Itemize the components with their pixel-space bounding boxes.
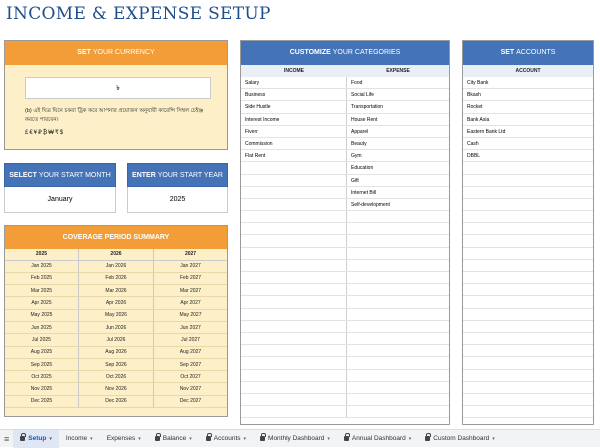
income-category-cell[interactable]: [241, 248, 347, 259]
coverage-cell[interactable]: Aug 2026: [78, 346, 153, 358]
category-row: [241, 382, 449, 394]
income-category-cell[interactable]: [241, 235, 347, 246]
income-category-cell[interactable]: Salary: [241, 77, 347, 88]
page-title: INCOME & EXPENSE SETUP: [6, 4, 271, 24]
currency-symbols: £€¥₽₿₩₹$: [25, 130, 65, 136]
income-category-cell[interactable]: [241, 394, 347, 405]
categories-header: [241, 41, 449, 65]
start-year-header: [127, 163, 228, 187]
lock-icon: [260, 436, 265, 441]
coverage-cell[interactable]: Sep 2027: [154, 358, 227, 370]
expense-category-cell[interactable]: [347, 406, 351, 417]
categories-subheader: [241, 65, 449, 77]
coverage-cell[interactable]: Aug 2027: [154, 346, 227, 358]
coverage-cell[interactable]: Jul 2026: [78, 334, 153, 346]
category-row: [241, 333, 449, 345]
category-row: [241, 284, 449, 296]
sheet-tab-setup[interactable]: [13, 430, 59, 448]
coverage-cell[interactable]: Nov 2025: [5, 383, 78, 395]
income-category-cell[interactable]: [241, 223, 347, 234]
categories-header-rest: YOUR CATEGORIES: [332, 49, 401, 56]
category-row: [241, 345, 449, 357]
coverage-row: [5, 285, 227, 297]
coverage-cell[interactable]: Apr 2027: [154, 297, 227, 309]
account-cell[interactable]: Bank Asia: [463, 114, 593, 126]
account-cell[interactable]: City Bank: [463, 77, 593, 89]
coverage-cell[interactable]: Aug 2025: [5, 346, 78, 358]
expense-category-cell[interactable]: [347, 357, 351, 368]
coverage-cell[interactable]: Oct 2025: [5, 371, 78, 383]
chevron-down-icon[interactable]: ▾: [327, 435, 330, 442]
income-category-cell[interactable]: [241, 187, 347, 198]
category-row: [241, 394, 449, 406]
start-month-header-rest: YOUR START MONTH: [38, 172, 111, 179]
accounts-subheader: [463, 65, 593, 77]
expense-category-cell[interactable]: [347, 284, 351, 295]
expense-category-cell[interactable]: Transportation: [351, 104, 384, 111]
income-category-cell[interactable]: [241, 345, 347, 356]
expense-category-cell[interactable]: [347, 296, 351, 307]
sheet-tab-balance[interactable]: [148, 430, 199, 448]
coverage-panel: [4, 225, 228, 417]
account-cell[interactable]: [463, 357, 593, 369]
account-cell[interactable]: [463, 345, 593, 357]
coverage-column-header: 2026: [78, 249, 153, 260]
income-category-cell[interactable]: [241, 406, 347, 417]
coverage-cell[interactable]: Oct 2027: [154, 371, 227, 383]
income-category-cell[interactable]: [241, 199, 347, 210]
chevron-down-icon[interactable]: ▾: [189, 435, 192, 442]
coverage-cell[interactable]: Feb 2025: [5, 272, 78, 284]
category-row: [241, 248, 449, 260]
category-row: [241, 260, 449, 272]
sheet-tab-expenses[interactable]: [100, 430, 148, 448]
category-row: [241, 370, 449, 382]
expense-category-cell[interactable]: Beauty: [351, 140, 367, 147]
category-row: [241, 296, 449, 308]
category-row: [241, 138, 449, 150]
chevron-down-icon[interactable]: ▾: [49, 435, 52, 442]
expense-category-cell[interactable]: Gym: [351, 153, 362, 160]
coverage-column-header: 2027: [154, 249, 227, 260]
expense-category-cell[interactable]: Social Life: [351, 92, 375, 99]
expense-category-cell[interactable]: [347, 211, 351, 222]
coverage-row: [5, 272, 227, 284]
category-row: [241, 126, 449, 138]
sheet-tab-annual-dashboard[interactable]: [337, 430, 418, 448]
category-row: [241, 150, 449, 162]
account-cell[interactable]: Eastern Bank Ltd: [463, 126, 593, 138]
start-year-panel: [127, 163, 228, 213]
lock-icon: [155, 436, 160, 441]
start-month-header-bold: SELECT: [9, 172, 37, 179]
accounts-header-bold: SET: [500, 49, 515, 56]
coverage-row: [5, 334, 227, 346]
sheet-tab-label: Expenses: [106, 435, 136, 442]
account-cell[interactable]: [463, 187, 593, 199]
accounts-header-rest: ACCOUNTS: [516, 49, 556, 56]
coverage-row: [5, 297, 227, 309]
coverage-row: [5, 383, 227, 395]
account-cell[interactable]: [463, 272, 593, 284]
expense-category-cell[interactable]: [347, 235, 351, 246]
start-month-panel: [4, 163, 116, 213]
coverage-cell[interactable]: Sep 2025: [5, 358, 78, 370]
coverage-cell[interactable]: May 2025: [5, 309, 78, 321]
coverage-header: COVERAGE PERIOD SUMMARY: [5, 226, 227, 249]
expense-category-cell[interactable]: [347, 370, 351, 381]
currency-header-rest: YOUR CURRENCY: [92, 49, 155, 56]
account-cell[interactable]: [463, 296, 593, 308]
account-cell[interactable]: [463, 370, 593, 382]
coverage-cell[interactable]: Jun 2027: [154, 321, 227, 333]
coverage-cell[interactable]: Mar 2027: [154, 285, 227, 297]
start-year-header-bold: ENTER: [132, 172, 156, 179]
currency-header-bold: SET: [77, 49, 91, 56]
expense-category-cell[interactable]: [347, 248, 351, 259]
account-cell[interactable]: [463, 382, 593, 394]
account-cell[interactable]: [463, 175, 593, 187]
sheet-tab-label: Setup: [28, 435, 47, 442]
coverage-cell[interactable]: Jan 2026: [78, 260, 153, 272]
sheet-tab-income[interactable]: [59, 430, 100, 448]
category-row: [241, 199, 449, 211]
category-row: [241, 223, 449, 235]
income-category-cell[interactable]: [241, 162, 347, 173]
expense-category-cell[interactable]: House Rent: [351, 116, 378, 123]
all-sheets-menu-icon[interactable]: ≡: [4, 433, 10, 444]
lock-icon: [206, 436, 211, 441]
coverage-cell[interactable]: May 2027: [154, 309, 227, 321]
category-row: [241, 309, 449, 321]
coverage-row: [5, 358, 227, 370]
income-category-cell[interactable]: [241, 175, 347, 186]
coverage-cell[interactable]: Feb 2026: [78, 272, 153, 284]
account-cell[interactable]: Cash: [463, 138, 593, 150]
accounts-rows: [463, 77, 593, 418]
sheet-tab-accounts[interactable]: [199, 430, 253, 448]
account-cell[interactable]: [463, 406, 593, 418]
chevron-down-icon[interactable]: ▾: [90, 435, 93, 442]
expense-category-cell[interactable]: [347, 321, 351, 332]
account-cell[interactable]: Bkash: [463, 89, 593, 101]
coverage-cell[interactable]: Sep 2026: [78, 358, 153, 370]
sheet-tab-label: Income: [65, 435, 88, 442]
sheet-tab-label: Monthly Dashboard: [268, 435, 325, 442]
chevron-down-icon[interactable]: ▾: [492, 435, 495, 442]
category-row: [241, 114, 449, 126]
categories-panel: [240, 40, 450, 425]
category-row: [241, 77, 449, 89]
chevron-down-icon[interactable]: ▾: [138, 435, 141, 442]
start-month-select[interactable]: January: [4, 187, 116, 213]
coverage-cell[interactable]: Dec 2025: [5, 395, 78, 407]
sheet-tabs: [13, 430, 502, 448]
account-cell[interactable]: [463, 162, 593, 174]
coverage-cell[interactable]: Dec 2027: [154, 395, 227, 407]
lock-icon: [344, 436, 349, 441]
income-category-cell[interactable]: Fiverr: [241, 126, 347, 137]
account-cell[interactable]: [463, 199, 593, 211]
account-cell[interactable]: [463, 223, 593, 235]
category-row: [241, 211, 449, 223]
expense-category-cell[interactable]: [347, 382, 351, 393]
categories-rows: [241, 77, 449, 418]
category-row: [241, 187, 449, 199]
coverage-row: [5, 309, 227, 321]
coverage-row: [5, 321, 227, 333]
currency-header: [5, 41, 227, 65]
category-row: [241, 357, 449, 369]
sheet-tab-label: Annual Dashboard: [351, 435, 406, 442]
income-category-cell[interactable]: [241, 272, 347, 283]
coverage-cell[interactable]: Feb 2027: [154, 272, 227, 284]
income-category-cell[interactable]: Side Hustle: [241, 101, 347, 112]
coverage-cell[interactable]: Oct 2026: [78, 371, 153, 383]
coverage-cell[interactable]: Jul 2027: [154, 334, 227, 346]
account-cell[interactable]: [463, 260, 593, 272]
income-column-header: INCOME: [284, 68, 304, 74]
currency-input[interactable]: ৳: [25, 77, 211, 99]
chevron-down-icon[interactable]: ▾: [243, 435, 247, 442]
start-year-input[interactable]: 2025: [127, 187, 228, 213]
expense-category-cell[interactable]: [347, 333, 351, 344]
coverage-cell[interactable]: Apr 2025: [5, 297, 78, 309]
coverage-cell[interactable]: Jan 2025: [5, 260, 78, 272]
chevron-down-icon[interactable]: ▾: [408, 435, 412, 442]
accounts-header: [463, 41, 593, 65]
category-row: [241, 89, 449, 101]
coverage-row: [5, 371, 227, 383]
income-category-cell[interactable]: [241, 296, 347, 307]
expense-category-cell[interactable]: Internet Bill: [351, 189, 377, 196]
income-category-cell[interactable]: [241, 321, 347, 332]
account-cell[interactable]: [463, 235, 593, 247]
expense-category-cell[interactable]: [347, 309, 351, 320]
lock-icon: [20, 436, 25, 441]
income-category-cell[interactable]: [241, 284, 347, 295]
sheet-tab-monthly-dashboard[interactable]: [253, 430, 337, 448]
account-cell[interactable]: [463, 248, 593, 260]
expense-category-cell[interactable]: Self-development: [351, 201, 390, 208]
account-column-header: ACCOUNT: [515, 68, 541, 74]
category-row: [241, 406, 449, 418]
coverage-cell[interactable]: Nov 2026: [78, 383, 153, 395]
coverage-cell[interactable]: Jan 2027: [154, 260, 227, 272]
expense-category-cell[interactable]: Food: [351, 80, 363, 86]
coverage-cell[interactable]: Mar 2025: [5, 285, 78, 297]
categories-header-bold: CUSTOMIZE: [289, 49, 331, 56]
income-category-cell[interactable]: Interest Income: [241, 114, 347, 125]
start-year-header-rest: YOUR START YEAR: [157, 172, 223, 179]
category-row: [241, 175, 449, 187]
expense-category-cell[interactable]: Gift: [351, 177, 359, 184]
coverage-cell[interactable]: May 2026: [78, 309, 153, 321]
income-category-cell[interactable]: Commission: [241, 138, 347, 149]
accounts-panel: [462, 40, 594, 425]
currency-panel: [4, 40, 228, 150]
coverage-cell[interactable]: Nov 2027: [154, 383, 227, 395]
income-category-cell[interactable]: Flat Rent: [241, 150, 347, 161]
expense-category-cell[interactable]: [347, 223, 351, 234]
income-category-cell[interactable]: [241, 260, 347, 271]
account-cell[interactable]: Rocket: [463, 101, 593, 113]
sheet-tab-label: Balance: [162, 435, 187, 442]
expense-category-cell[interactable]: [347, 345, 351, 356]
coverage-cell[interactable]: Apr 2026: [78, 297, 153, 309]
income-category-cell[interactable]: [241, 370, 347, 381]
category-row: [241, 321, 449, 333]
sheet-tab-label: Custom Dashboard: [433, 435, 490, 442]
coverage-cell[interactable]: Jun 2025: [5, 321, 78, 333]
coverage-table: [5, 249, 227, 408]
account-cell[interactable]: [463, 211, 593, 223]
expense-category-cell[interactable]: [347, 260, 351, 271]
income-category-cell[interactable]: [241, 309, 347, 320]
category-row: [241, 272, 449, 284]
income-category-cell[interactable]: [241, 382, 347, 393]
coverage-column-header: 2025: [5, 249, 78, 260]
account-cell[interactable]: [463, 284, 593, 296]
coverage-row: [5, 346, 227, 358]
category-row: [241, 235, 449, 247]
expense-category-cell[interactable]: [347, 272, 351, 283]
account-cell[interactable]: [463, 321, 593, 333]
sheet-tab-custom-dashboard[interactable]: [418, 430, 502, 448]
expense-category-cell[interactable]: [347, 394, 351, 405]
expense-category-cell[interactable]: Apparel: [351, 128, 369, 135]
coverage-cell[interactable]: Jun 2026: [78, 321, 153, 333]
account-cell[interactable]: [463, 333, 593, 345]
expense-category-cell[interactable]: Education: [351, 165, 374, 172]
currency-note: (b) এই ঘিত্র ঘিনে চকরা ট্রিক করে আপনার প্রয়োজন অনুযায়ী কারেন্সি সিম্বল চেইঞ্জ করতে পারবেন।: [25, 108, 204, 123]
coverage-cell[interactable]: Mar 2026: [78, 285, 153, 297]
expense-column-header: EXPENSE: [386, 68, 410, 74]
account-cell[interactable]: [463, 394, 593, 406]
start-month-header: [4, 163, 116, 187]
category-row: [241, 162, 449, 174]
coverage-cell[interactable]: Dec 2026: [78, 395, 153, 407]
coverage-row: [5, 395, 227, 407]
income-category-cell[interactable]: [241, 357, 347, 368]
income-category-cell[interactable]: Business: [241, 89, 347, 100]
income-category-cell[interactable]: [241, 211, 347, 222]
sheet-tab-bar: [0, 429, 600, 447]
income-category-cell[interactable]: [241, 333, 347, 344]
category-row: [241, 101, 449, 113]
coverage-cell[interactable]: Jul 2025: [5, 334, 78, 346]
account-cell[interactable]: DBBL: [463, 150, 593, 162]
account-cell[interactable]: [463, 309, 593, 321]
lock-icon: [425, 436, 430, 441]
coverage-row: [5, 260, 227, 272]
sheet-tab-label: Accounts: [213, 435, 241, 442]
